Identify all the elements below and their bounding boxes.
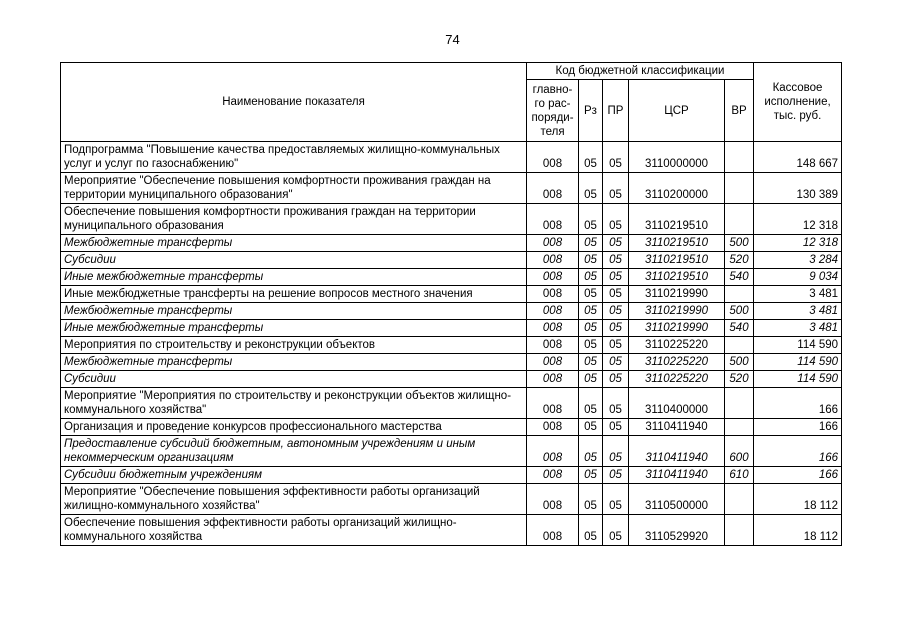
row-vr — [725, 388, 754, 419]
row-grbs: 008 — [527, 204, 579, 235]
table-row — [61, 337, 842, 354]
row-rz: 05 — [579, 419, 603, 436]
row-grbs: 008 — [527, 354, 579, 371]
row-amount: 130 389 — [754, 173, 842, 204]
row-grbs: 008 — [527, 142, 579, 173]
row-rz: 05 — [579, 269, 603, 286]
row-vr: 610 — [725, 467, 754, 484]
row-pr: 05 — [603, 371, 629, 388]
table-row — [61, 142, 842, 173]
row-csr: 3110500000 — [629, 484, 725, 515]
row-vr — [725, 484, 754, 515]
row-csr: 3110225220 — [629, 337, 725, 354]
row-vr — [725, 515, 754, 546]
row-pr: 05 — [603, 303, 629, 320]
row-amount: 18 112 — [754, 515, 842, 546]
row-grbs: 008 — [527, 252, 579, 269]
row-name: Межбюджетные трансферты — [61, 303, 527, 320]
row-csr: 3110219510 — [629, 235, 725, 252]
row-pr: 05 — [603, 320, 629, 337]
row-pr: 05 — [603, 235, 629, 252]
row-name: Мероприятие "Обеспечение повышения комфортности проживания граждан на территории муниципального образования" — [61, 173, 527, 204]
row-rz: 05 — [579, 252, 603, 269]
table-row — [61, 252, 842, 269]
row-pr: 05 — [603, 204, 629, 235]
row-vr — [725, 286, 754, 303]
row-rz: 05 — [579, 235, 603, 252]
row-pr: 05 — [603, 515, 629, 546]
row-csr: 3110411940 — [629, 467, 725, 484]
table-row — [61, 204, 842, 235]
row-name: Организация и проведение конкурсов профессионального мастерства — [61, 419, 527, 436]
row-grbs: 008 — [527, 303, 579, 320]
row-pr: 05 — [603, 286, 629, 303]
table-row — [61, 371, 842, 388]
row-rz: 05 — [579, 371, 603, 388]
row-pr: 05 — [603, 484, 629, 515]
table-row — [61, 484, 842, 515]
table-row — [61, 354, 842, 371]
row-vr: 500 — [725, 303, 754, 320]
row-amount: 12 318 — [754, 235, 842, 252]
row-amount: 166 — [754, 419, 842, 436]
row-vr — [725, 142, 754, 173]
row-csr: 3110219510 — [629, 252, 725, 269]
row-rz: 05 — [579, 484, 603, 515]
row-name: Межбюджетные трансферты — [61, 354, 527, 371]
row-amount: 114 590 — [754, 354, 842, 371]
row-csr: 3110411940 — [629, 419, 725, 436]
table-row — [61, 419, 842, 436]
row-name: Обеспечение повышения эффективности работы организаций жилищно-коммунального хозяйства — [61, 515, 527, 546]
header-rz: Рз — [579, 80, 603, 142]
row-name: Субсидии — [61, 371, 527, 388]
table-row — [61, 286, 842, 303]
table-row — [61, 173, 842, 204]
row-grbs: 008 — [527, 371, 579, 388]
row-pr: 05 — [603, 252, 629, 269]
row-name: Мероприятие "Обеспечение повышения эффективности работы организаций жилищно-коммунального хозяйства" — [61, 484, 527, 515]
row-grbs: 008 — [527, 436, 579, 467]
row-grbs: 008 — [527, 320, 579, 337]
table-row — [61, 320, 842, 337]
row-name: Иные межбюджетные трансферты на решение вопросов местного значения — [61, 286, 527, 303]
table-row — [61, 388, 842, 419]
row-amount: 3 481 — [754, 303, 842, 320]
budget-table — [60, 62, 842, 546]
row-pr: 05 — [603, 467, 629, 484]
row-pr: 05 — [603, 173, 629, 204]
table-row — [61, 303, 842, 320]
row-name: Субсидии — [61, 252, 527, 269]
row-amount: 12 318 — [754, 204, 842, 235]
row-amount: 114 590 — [754, 337, 842, 354]
row-amount: 3 481 — [754, 286, 842, 303]
row-rz: 05 — [579, 320, 603, 337]
row-name: Мероприятия по строительству и реконструкции объектов — [61, 337, 527, 354]
table-row — [61, 467, 842, 484]
row-pr: 05 — [603, 142, 629, 173]
row-grbs: 008 — [527, 235, 579, 252]
row-grbs: 008 — [527, 467, 579, 484]
row-pr: 05 — [603, 419, 629, 436]
row-csr: 3110400000 — [629, 388, 725, 419]
row-amount: 166 — [754, 436, 842, 467]
row-csr: 3110000000 — [629, 142, 725, 173]
row-grbs: 008 — [527, 388, 579, 419]
row-grbs: 008 — [527, 269, 579, 286]
row-csr: 3110529920 — [629, 515, 725, 546]
row-name: Подпрограмма "Повышение качества предоставляемых жилищно-коммунальных услуг и услуг по газоснабжению" — [61, 142, 527, 173]
row-amount: 3 284 — [754, 252, 842, 269]
row-csr: 3110411940 — [629, 436, 725, 467]
row-rz: 05 — [579, 204, 603, 235]
row-csr: 3110219510 — [629, 269, 725, 286]
row-rz: 05 — [579, 354, 603, 371]
row-vr: 500 — [725, 354, 754, 371]
table-row — [61, 436, 842, 467]
table-row — [61, 515, 842, 546]
row-rz: 05 — [579, 142, 603, 173]
row-amount: 3 481 — [754, 320, 842, 337]
row-rz: 05 — [579, 436, 603, 467]
row-rz: 05 — [579, 388, 603, 419]
header-code-group: Код бюджетной классификации — [527, 63, 754, 80]
row-grbs: 008 — [527, 419, 579, 436]
row-grbs: 008 — [527, 173, 579, 204]
header-pr: ПР — [603, 80, 629, 142]
row-vr — [725, 173, 754, 204]
row-csr: 3110225220 — [629, 371, 725, 388]
row-name: Межбюджетные трансферты — [61, 235, 527, 252]
row-rz: 05 — [579, 515, 603, 546]
row-vr: 520 — [725, 371, 754, 388]
row-pr: 05 — [603, 269, 629, 286]
table-row — [61, 235, 842, 252]
row-name: Предоставление субсидий бюджетным, автономным учреждениям и иным некоммерческим организациям — [61, 436, 527, 467]
header-amount: Кассовое исполнение, тыс. руб. — [754, 63, 842, 142]
row-rz: 05 — [579, 303, 603, 320]
row-rz: 05 — [579, 467, 603, 484]
row-vr: 500 — [725, 235, 754, 252]
table-body — [61, 142, 842, 546]
header-vr: ВР — [725, 80, 754, 142]
row-amount: 114 590 — [754, 371, 842, 388]
row-vr: 540 — [725, 320, 754, 337]
row-csr: 3110225220 — [629, 354, 725, 371]
row-name: Обеспечение повышения комфортности проживания граждан на территории муниципального образования — [61, 204, 527, 235]
row-csr: 3110219990 — [629, 320, 725, 337]
row-grbs: 008 — [527, 484, 579, 515]
row-vr: 540 — [725, 269, 754, 286]
row-name: Иные межбюджетные трансферты — [61, 269, 527, 286]
row-vr: 600 — [725, 436, 754, 467]
header-name: Наименование показателя — [61, 63, 527, 142]
row-csr: 3110219990 — [629, 303, 725, 320]
row-name: Иные межбюджетные трансферты — [61, 320, 527, 337]
header-main-manager: главно-го рас-поряди-теля — [527, 80, 579, 142]
row-pr: 05 — [603, 337, 629, 354]
row-pr: 05 — [603, 354, 629, 371]
row-grbs: 008 — [527, 337, 579, 354]
row-grbs: 008 — [527, 515, 579, 546]
row-vr — [725, 204, 754, 235]
row-vr — [725, 337, 754, 354]
row-vr — [725, 419, 754, 436]
row-rz: 05 — [579, 173, 603, 204]
row-csr: 3110200000 — [629, 173, 725, 204]
row-vr: 520 — [725, 252, 754, 269]
row-amount: 166 — [754, 467, 842, 484]
row-amount: 18 112 — [754, 484, 842, 515]
row-csr: 3110219510 — [629, 204, 725, 235]
header-csr: ЦСР — [629, 80, 725, 142]
row-amount: 166 — [754, 388, 842, 419]
row-rz: 05 — [579, 337, 603, 354]
row-pr: 05 — [603, 436, 629, 467]
page-number: 74 — [445, 32, 460, 47]
row-amount: 148 667 — [754, 142, 842, 173]
row-name: Субсидии бюджетным учреждениям — [61, 467, 527, 484]
row-grbs: 008 — [527, 286, 579, 303]
row-amount: 9 034 — [754, 269, 842, 286]
row-rz: 05 — [579, 286, 603, 303]
row-pr: 05 — [603, 388, 629, 419]
table-row — [61, 269, 842, 286]
row-csr: 3110219990 — [629, 286, 725, 303]
row-name: Мероприятие "Мероприятия по строительству и реконструкции объектов жилищно-коммунального хозяйства" — [61, 388, 527, 419]
